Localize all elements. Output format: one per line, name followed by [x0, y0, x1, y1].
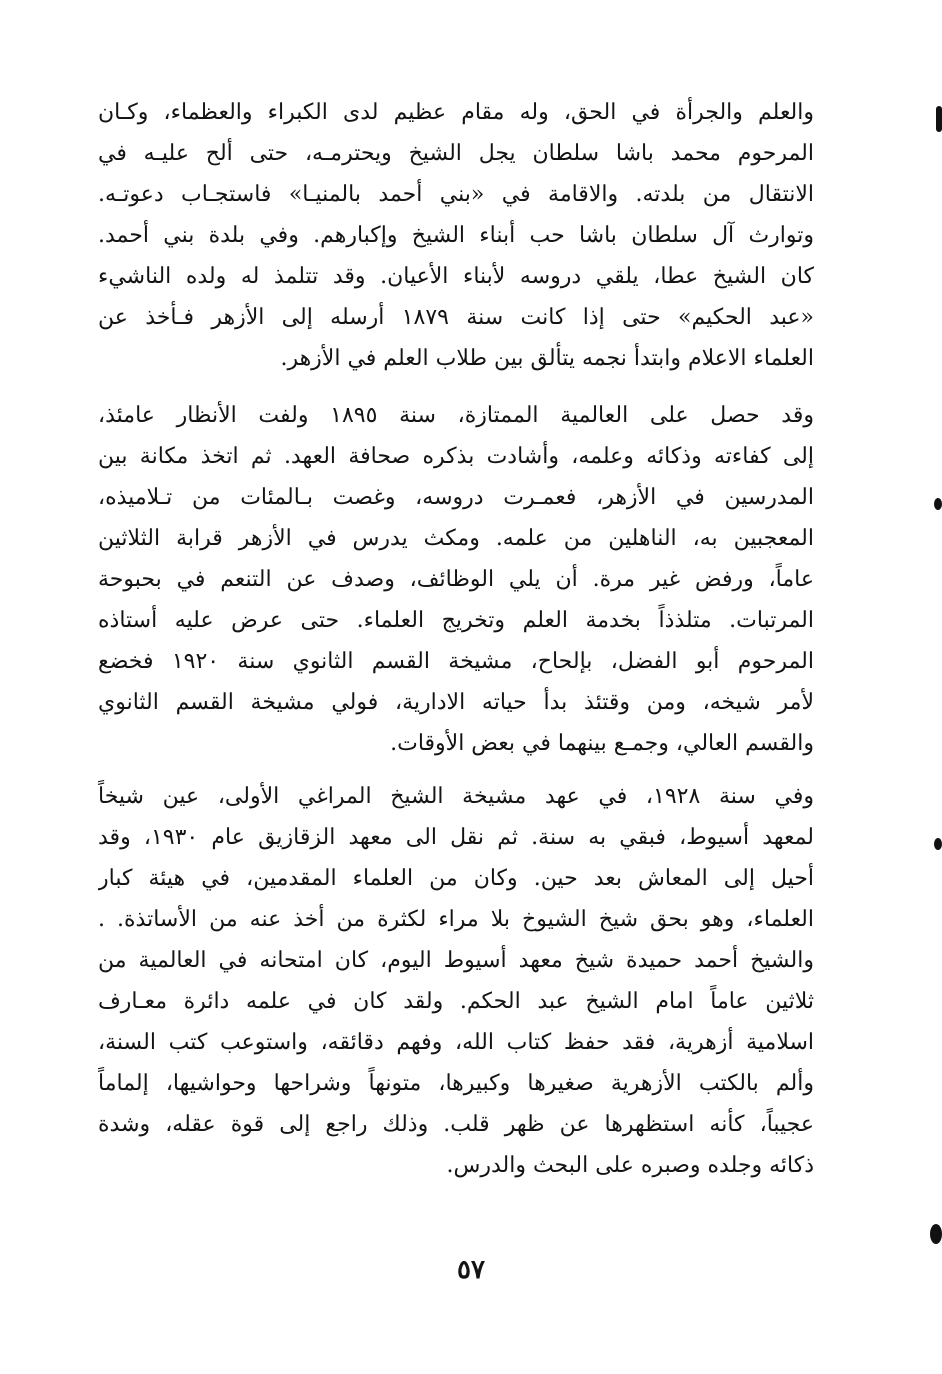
- text-line: اسلامية أزهرية، فقد حفظ كتاب الله، وفهم دقائقه، واستوعب كتب السنة،: [98, 1030, 814, 1055]
- text-line: المرحوم أبو الفضل، بإلحاح، مشيخة القسم الثانوي سنة ١٩٢٠ فخضع: [98, 649, 814, 674]
- text-line: والعلم والجرأة في الحق، وله مقام عظيم لدى الكبراء والعظماء، وكـان: [98, 100, 814, 125]
- text-line: الانتقال من بلدته. والاقامة في «بني أحمد بالمنيـا» فاستجـاب دعوتـه.: [98, 182, 814, 207]
- scan-edge-mark: [934, 838, 942, 850]
- text-line: العلماء، وهو بحق شيخ الشيوخ بلا مراء لكثرة من أخذ عنه من الأساتذة. .: [98, 907, 814, 932]
- page-number: ٥٧: [457, 1255, 485, 1285]
- scan-edge-mark: [936, 106, 942, 132]
- text-line: العلماء الاعلام وابتدأ نجمه يتألق بين طلاب العلم في الأزهر.: [280, 346, 814, 371]
- text-line: المعجبين به، الناهلين من علمه. ومكث يدرس في الأزهر قرابة الثلاثين: [98, 526, 814, 551]
- text-line: لأمر شيخه، ومن وقتئذ بدأ حياته الادارية، فولي مشيخة القسم الثانوي: [98, 690, 814, 715]
- text-line: أحيل إلى المعاش بعد حين. وكان من العلماء المقدمين، في هيئة كبار: [98, 866, 814, 891]
- body-text: [98, 92, 814, 1186]
- text-line: عاماً، ورفض غير مرة. أن يلي الوظائف، وصدف عن التنعم في بحبوحة: [98, 567, 814, 592]
- text-line: وقد حصل على العالمية الممتازة، سنة ١٨٩٥ ولفت الأنظار عامئذ،: [98, 403, 814, 428]
- text-line: لمعهد أسيوط، فبقي به سنة. ثم نقل الى معهد الزقازيق عام ١٩٣٠، وقد: [98, 825, 814, 850]
- text-line: وتوارث آل سلطان باشا حب أبناء الشيخ وإكبارهم. وفي بلدة بني أحمد.: [98, 223, 814, 248]
- text-line: «عبد الحكيم» حتى إذا كانت سنة ١٨٧٩ أرسله إلى الأزهر فـأخذ عن: [98, 305, 814, 330]
- paragraph-1: [98, 92, 814, 379]
- text-line: عجيباً، كأنه استظهرها عن ظهر قلب. وذلك راجع إلى قوة عقله، وشدة: [98, 1112, 814, 1137]
- scan-edge-mark: [930, 1224, 942, 1244]
- text-line: وألم بالكتب الأزهرية صغيرها وكبيرها، متونهاً وشراحها وحواشيها، إلماماً: [98, 1071, 814, 1096]
- paragraph-2: [98, 395, 814, 764]
- text-line: ثلاثين عاماً امام الشيخ عبد الحكم. ولقد كان في علمه دائرة معـارف: [98, 989, 814, 1014]
- text-line: وفي سنة ١٩٢٨، في عهد مشيخة الشيخ المراغي الأولى، عين شيخاً: [98, 784, 814, 809]
- text-line: المرتبات. متلذذاً بخدمة العلم وتخريج العلماء. حتى عرض عليه أستاذه: [98, 608, 814, 633]
- scan-edge-mark: [934, 498, 942, 510]
- text-line: إلى كفاءته وذكائه وعلمه، وأشادت بذكره صحافة العهد. ثم اتخذ مكانة بين: [98, 444, 814, 469]
- text-line: ذكائه وجلده وصبره على البحث والدرس.: [446, 1153, 814, 1178]
- text-line: المرحوم محمد باشا سلطان يجل الشيخ ويحترمـه، حتى ألح عليـه في: [98, 141, 814, 166]
- paragraph-spacer: [98, 764, 814, 776]
- text-line: والقسم العالي، وجمـع بينهما في بعض الأوقات.: [390, 731, 814, 756]
- text-line: والشيخ أحمد حميدة شيخ معهد أسيوط اليوم، كان امتحانه في العالمية من: [98, 948, 814, 973]
- paragraph-3: [98, 776, 814, 1186]
- paragraph-spacer: [98, 379, 814, 395]
- text-line: المدرسين في الأزهر، فعمـرت دروسه، وغصت بـالمئات من تـلاميذه،: [98, 485, 814, 510]
- text-line: كان الشيخ عطا، يلقي دروسه لأبناء الأعيان. وقد تتلمذ له ولده الناشيء: [98, 264, 814, 289]
